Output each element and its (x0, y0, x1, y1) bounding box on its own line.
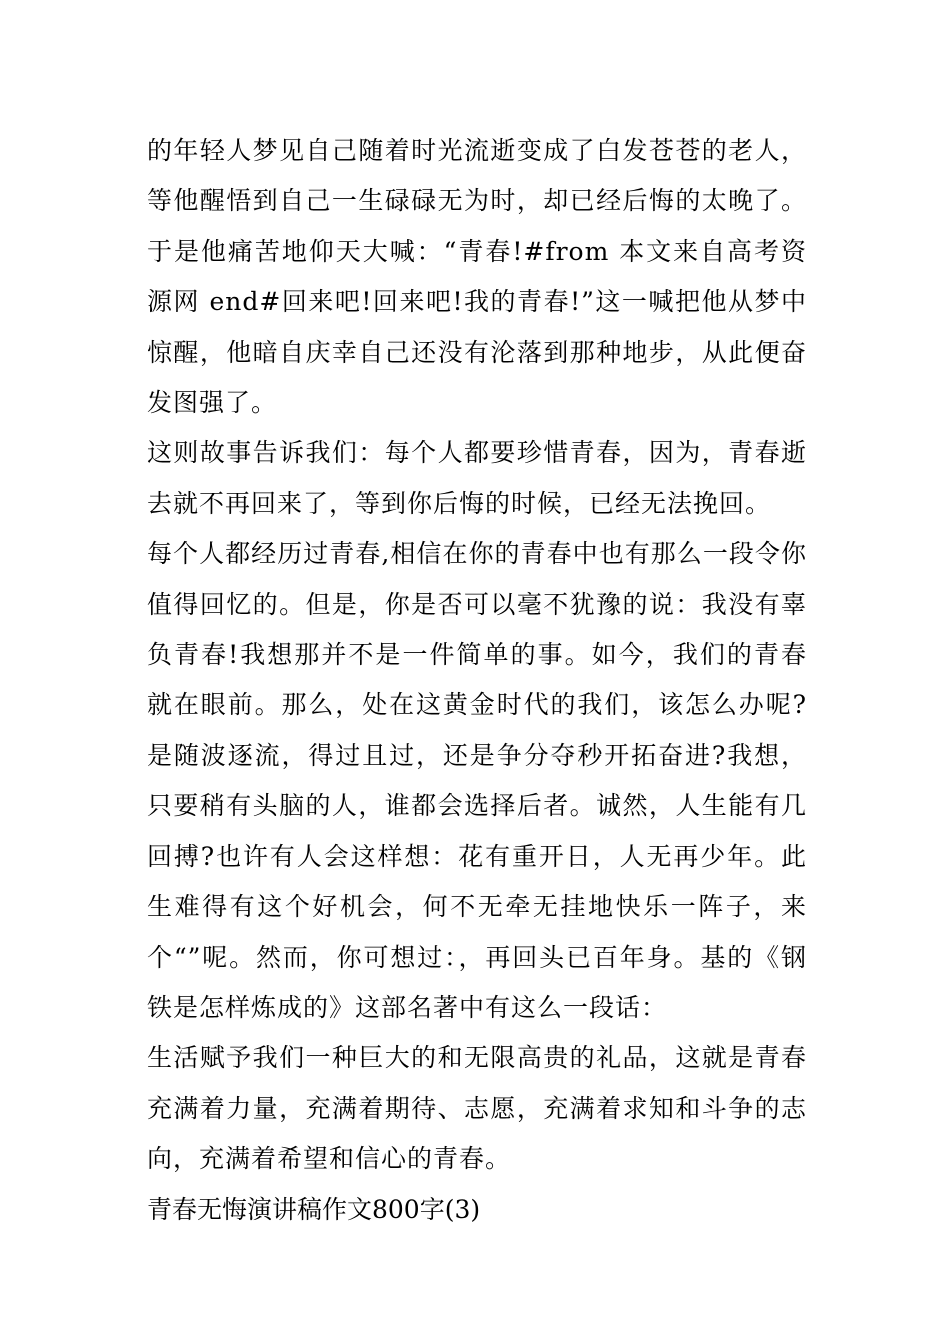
section-heading: 青春无悔演讲稿作文800字(3) (147, 1194, 481, 1224)
paragraph-youth-choice: 每个人都经历过青春,相信在你的青春中也有那么一段令你值得回忆的。但是，你是否可以毫不犹豫的说：我没有辜负青春!我想那并不是一件简单的事。如今，我们的青春就在眼前。那么，处在这黄金时代的我们，该怎么办呢?是随波逐流，得过且过，还是争分夺秒开拓奋进?我想，只要稍有头脑的人，谁都会选择后者。诚然，人生能有几回搏?也许有人会这样想：花有重开日，人无再少年。此生难得有这个好机会，何不无牵无挂地快乐一阵子，来个“”呢。然而，你可想过：，再回头已百年身。基的《钢铁是怎样炼成的》这部名著中有这么一段话： (147, 539, 807, 1022)
document-body (147, 126, 807, 1235)
paragraph-story-moral: 这则故事告诉我们：每个人都要珍惜青春，因为，青春逝去就不再回来了，等到你后悔的时候，已经无法挽回。 (147, 438, 807, 518)
paragraph-dream-story: 的年轻人梦见自己随着时光流逝变成了白发苍苍的老人，等他醒悟到自己一生碌碌无为时，却已经后悔的太晚了。于是他痛苦地仰天大喊：“青春!#from 本文来自高考资源网 end#回来吧!回来吧!我的青春!”这一喊把他从梦中惊醒，他暗自庆幸自己还没有沦落到那种地步，从此便奋发图强了。 (147, 136, 807, 418)
paragraph-youth-quote: 生活赋予我们一种巨大的和无限高贵的礼品，这就是青春充满着力量，充满着期待、志愿，充满着求知和斗争的志向，充满着希望和信心的青春。 (147, 1043, 807, 1174)
